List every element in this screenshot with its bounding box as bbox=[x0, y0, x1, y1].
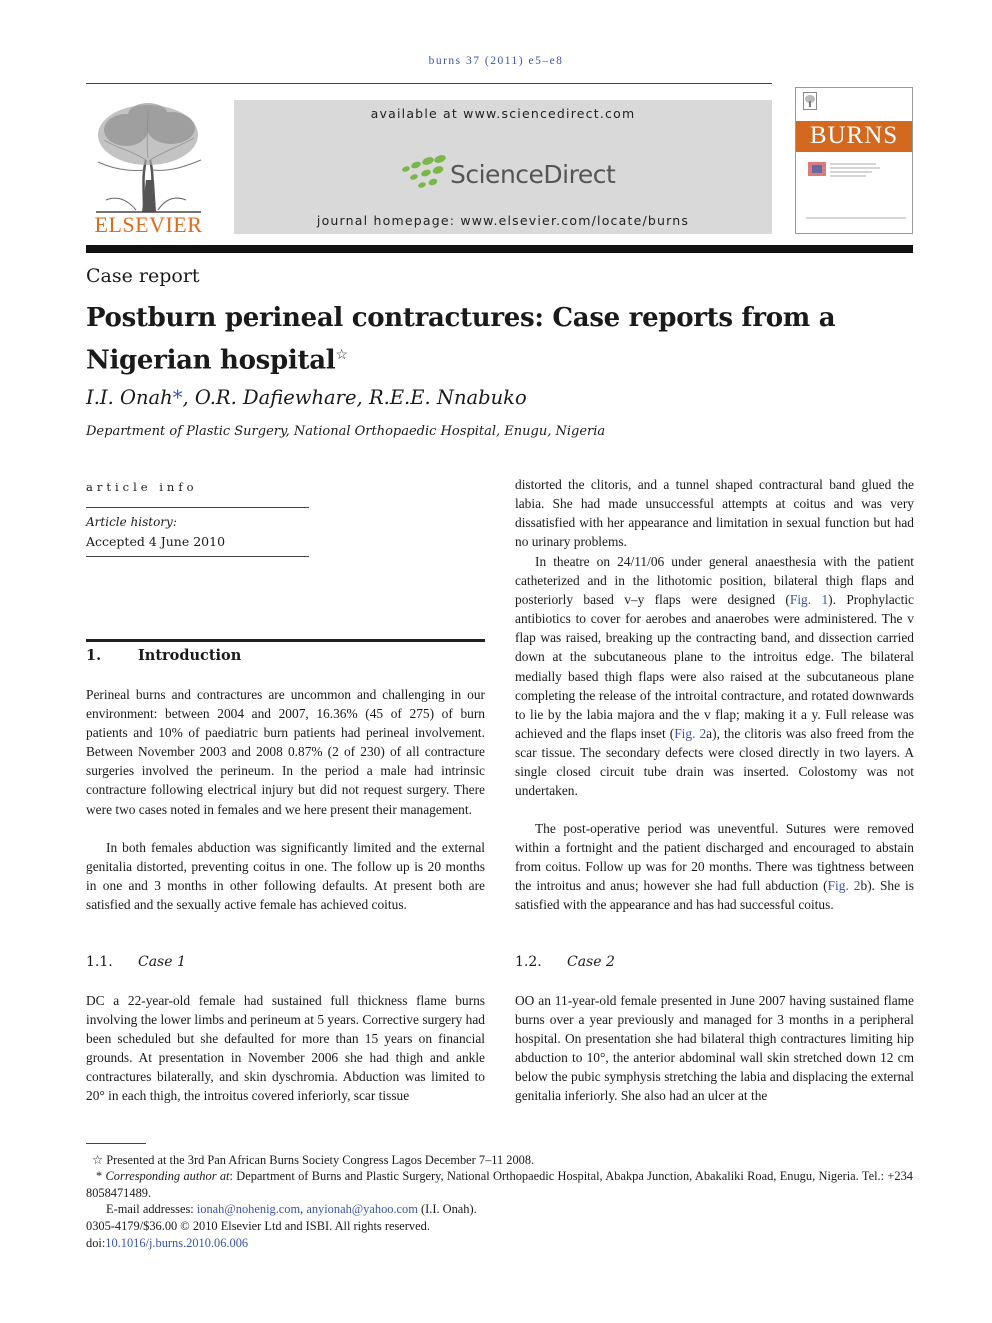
col2-paragraph-1: distorted the clitoris, and a tunnel shaped contractural band glued the labia. She had made unsuccessful attempts at coitus and was very dissatisfied with her appearance and limitation in sexual function but had no urinary problems. bbox=[515, 477, 914, 550]
footnote-mark: ☆ bbox=[92, 1153, 104, 1167]
section-number: 1. bbox=[86, 647, 102, 664]
subsection-heading-case2 bbox=[515, 954, 615, 970]
col2-paragraph-2 bbox=[515, 552, 914, 800]
footnote-text: Presented at the 3rd Pan African Burns Society Congress Lagos December 7–11 2008. bbox=[106, 1153, 535, 1167]
sciencedirect-dots-icon bbox=[400, 155, 448, 193]
issn-copyright: 0305-4179/$36.00 © 2010 Elsevier Ltd and ISBI. All rights reserved. bbox=[86, 1219, 430, 1233]
subsection-heading-case1 bbox=[86, 954, 186, 970]
masthead-rule bbox=[86, 245, 913, 253]
text-run: The post-operative period was uneventful. Sutures were removed within a fortnight and the patient discharged and encouraged to abstain from coitus. Follow up was for 20 months. There was tightness between the introitus and anus; however she had full abduction ( bbox=[515, 821, 914, 894]
article-type: Case report bbox=[86, 265, 200, 287]
fig1-link[interactable]: Fig. 1 bbox=[789, 592, 829, 608]
cover-tree-icon bbox=[803, 92, 817, 110]
title-footnote-mark[interactable]: ☆ bbox=[335, 347, 348, 363]
first-author: I.I. Onah bbox=[86, 386, 173, 409]
footnote-label: Corresponding author at bbox=[105, 1169, 230, 1183]
article-info-rule-bottom bbox=[86, 556, 309, 557]
fig2b-link[interactable]: Fig. 2 bbox=[827, 878, 861, 894]
article-history-label: Article history: bbox=[86, 515, 177, 529]
text-run: b). She is satisfied with the appearance and has had successful coitus. bbox=[515, 878, 914, 913]
fig2a-link[interactable]: Fig. 2 bbox=[674, 725, 707, 741]
journal-homepage-text[interactable]: journal homepage: www.elsevier.com/locate/burns bbox=[316, 213, 690, 228]
footnote-mark: * bbox=[96, 1169, 103, 1183]
intro-paragraph-2: In both females abduction was significantly limited and the external genitalia distorted, preventing coitus in one. The follow up is 20 months in one and 3 months in other following defaults. At present both are satisfied and the sexually active female has achieved coitus. bbox=[86, 840, 485, 913]
email-link-2[interactable]: anyionah@yahoo.com bbox=[306, 1202, 418, 1216]
footnote-rule bbox=[86, 1143, 146, 1144]
email-owner: (I.I. Onah). bbox=[417, 1202, 477, 1216]
email-link-1[interactable]: ionah@nohenig.com bbox=[196, 1202, 301, 1216]
doi-link[interactable]: 10.1016/j.burns.2010.06.006 bbox=[105, 1236, 249, 1250]
footnote-text: : Department of Burns and Plastic Surgery, National Orthopaedic Hospital, Abakpa Junction, Abakaliki Road, Enugu, Nigeria. Tel.: +234 8058471489. bbox=[86, 1169, 913, 1200]
text-run: a), the clitoris was also freed from the scar tissue. The secondary defects were closed directly in two layers. A single closed circuit tube drain was inserted. Colostomy was not undertaken. bbox=[515, 725, 914, 799]
footnote-emails bbox=[86, 1201, 913, 1218]
subsection-title: Case 2 bbox=[567, 954, 615, 970]
doi-line bbox=[86, 1235, 913, 1252]
article-info-rule-top bbox=[86, 507, 309, 508]
email-separator: , bbox=[300, 1202, 307, 1216]
footnote-corresponding bbox=[86, 1168, 913, 1202]
article-info-label: article info bbox=[86, 480, 198, 494]
article-title bbox=[86, 300, 913, 380]
col2-paragraph-3 bbox=[515, 819, 914, 914]
subsection-number: 1.2. bbox=[515, 954, 542, 970]
available-at-text[interactable]: available at www.sciencedirect.com bbox=[370, 106, 636, 121]
running-head: burns 37 (2011) e5–e8 bbox=[428, 55, 564, 67]
case1-paragraph-1: DC a 22-year-old female had sustained full thickness flame burns involving the lower limbs and perineum at 5 years. Corrective surgery had been scheduled but she defaulted for more than 15 years on financial grounds. At presentation in November 2006 she had thigh and ankle contractures bilaterally, and skin dyschromia. Abduction was limited to 20° in each thigh, the introitus covered inferiorly, scar tissue bbox=[86, 993, 485, 1104]
cover-text-lines bbox=[806, 160, 906, 222]
section-title: Introduction bbox=[138, 647, 242, 664]
elsevier-wordmark: ELSEVIER bbox=[94, 212, 203, 237]
section-heading-introduction bbox=[86, 647, 241, 664]
article-title-text: Postburn perineal contractures: Case reports from a Nigerian hospital bbox=[86, 303, 836, 376]
intro-rule bbox=[86, 639, 485, 642]
text-run: In theatre on 24/11/06 under general anaesthesia with the patient catheterized and in the lithotomic position, bilateral thigh flaps and posteriorly based v–y flaps were designed ( bbox=[515, 554, 914, 608]
email-label: E-mail addresses: bbox=[106, 1202, 197, 1216]
authors bbox=[86, 386, 527, 409]
doi-label: doi: bbox=[86, 1236, 106, 1250]
case2-paragraph-1: OO an 11-year-old female presented in June 2007 having sustained flame burns over a year previously and managed for 3 months in a peripheral hospital. On presentation she had bilateral thigh contractures limiting hip abduction to 10°, the anterior abdominal wall skin stretched down 12 cm below the pubic symphysis stretching the labia and displacing the external genitalia inferiorly. She also had an ulcer at the bbox=[515, 993, 914, 1104]
text-run: ). Prophylactic antibiotics to cover for aerobes and anaerobes were administered. The v flap was raised, breaking up the contracting band, and dissection carried down at the subcutaneous plane to the introitus edge. The bilateral medially based thigh flaps were also raised at the subcutaneous plane completing the release of the introital contracture, and rotated downwards to lie by the labia majora and the v flap; making it a y. Full release was achieved and the flaps inset ( bbox=[515, 592, 915, 741]
cover-title: BURNS bbox=[809, 122, 899, 149]
intro-paragraph-1: Perineal burns and contractures are uncommon and challenging in our environment: between 2004 and 2007, 16.36% (45 of 275) of burn patients and 10% of paediatric burn patients had perineal involvement. Between November 2003 and 2008 0.87% (2 of 230) of all contracture surgeries involved the perineum. In the period a male had intrinsic contracture following electrical injury but did not request surgery. There were two cases noted in females and we here present their management. bbox=[86, 687, 485, 817]
affiliation: Department of Plastic Surgery, National Orthopaedic Hospital, Enugu, Nigeria bbox=[86, 424, 606, 439]
header-rule bbox=[86, 83, 772, 84]
footnote-presented bbox=[86, 1152, 913, 1169]
co-authors: , O.R. Dafiewhare, R.E.E. Nnabuko bbox=[182, 386, 527, 409]
corresponding-author-mark[interactable]: * bbox=[172, 386, 183, 409]
accepted-date: Accepted 4 June 2010 bbox=[86, 534, 226, 549]
subsection-title: Case 1 bbox=[138, 954, 186, 970]
subsection-number: 1.1. bbox=[86, 954, 113, 970]
sciencedirect-wordmark: ScienceDirect bbox=[450, 160, 616, 189]
